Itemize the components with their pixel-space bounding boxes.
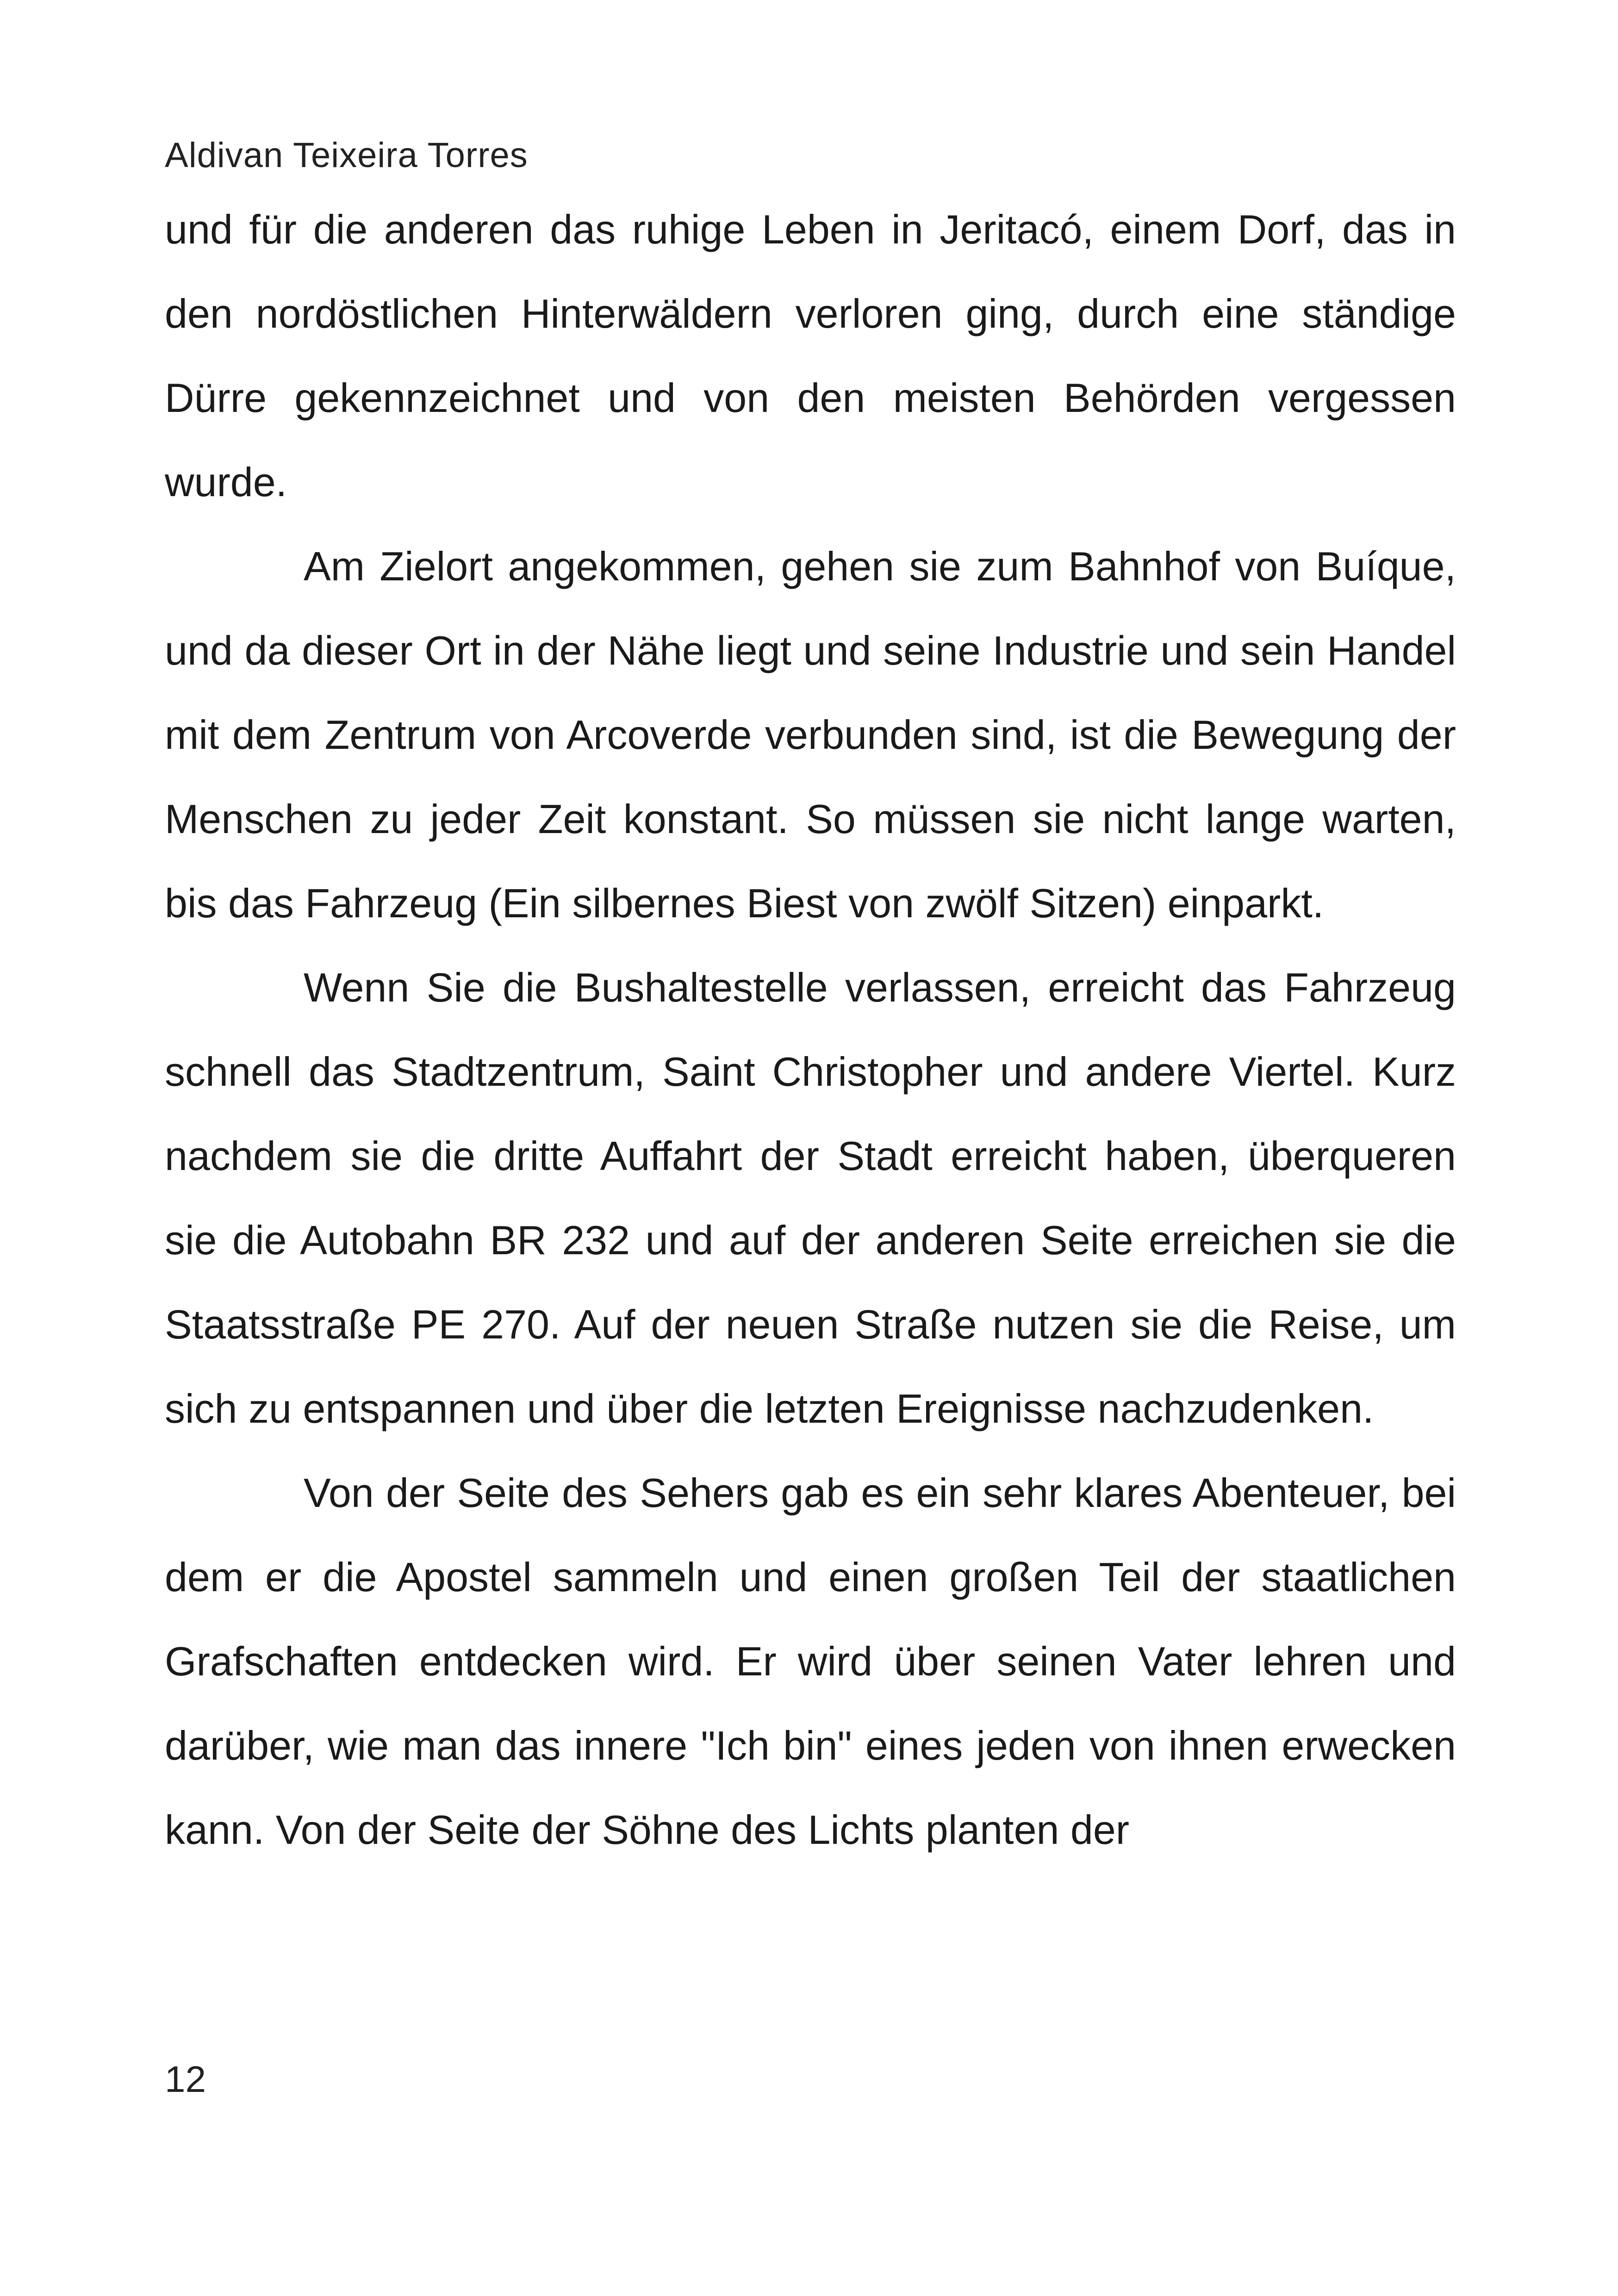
paragraph-continuation: und für die anderen das ruhige Leben in Jeritacó, einem Dorf, das in den nordöstlichen Hinterwäldern verloren ging, durch eine ständige Dürre gekennzeichnet und von den meisten Behörden vergessen wurde. xyxy=(165,206,1456,505)
body-text xyxy=(165,187,1456,1872)
paragraph: Am Zielort angekommen, gehen sie zum Bahnhof von Buíque, und da dieser Ort in der Nähe liegt und seine Industrie und sein Handel mit dem Zentrum von Arcoverde verbunden sind, ist die Bewegung der Menschen zu jeder Zeit konstant. So müssen sie nicht lange warten, bis das Fahrzeug (Ein silbernes Biest von zwölf Sitzen) einparkt. xyxy=(165,543,1456,926)
paragraph: Von der Seite des Sehers gab es ein sehr klares Abenteuer, bei dem er die Apostel sammeln und einen großen Teil der staatlichen Grafschaften entdecken wird. Er wird über seinen Vater lehren und darüber, wie man das innere "Ich bin" eines jeden von ihnen erwecken kann. Von der Seite der Söhne des Lichts planten der xyxy=(165,1470,1456,1853)
page-number: 12 xyxy=(165,2059,206,2100)
running-header-author: Aldivan Teixeira Torres xyxy=(165,136,528,175)
paragraph: Wenn Sie die Bushaltestelle verlassen, erreicht das Fahrzeug schnell das Stadtzentrum, Saint Christopher und andere Viertel. Kurz nachdem sie die dritte Auffahrt der Stadt erreicht haben, überqueren sie die Autobahn BR 232 und auf der anderen Seite erreichen sie die Staatsstraße PE 270. Auf der neuen Straße nutzen sie die Reise, um sich zu entspannen und über die letzten Ereignisse nachzudenken. xyxy=(165,964,1456,1431)
